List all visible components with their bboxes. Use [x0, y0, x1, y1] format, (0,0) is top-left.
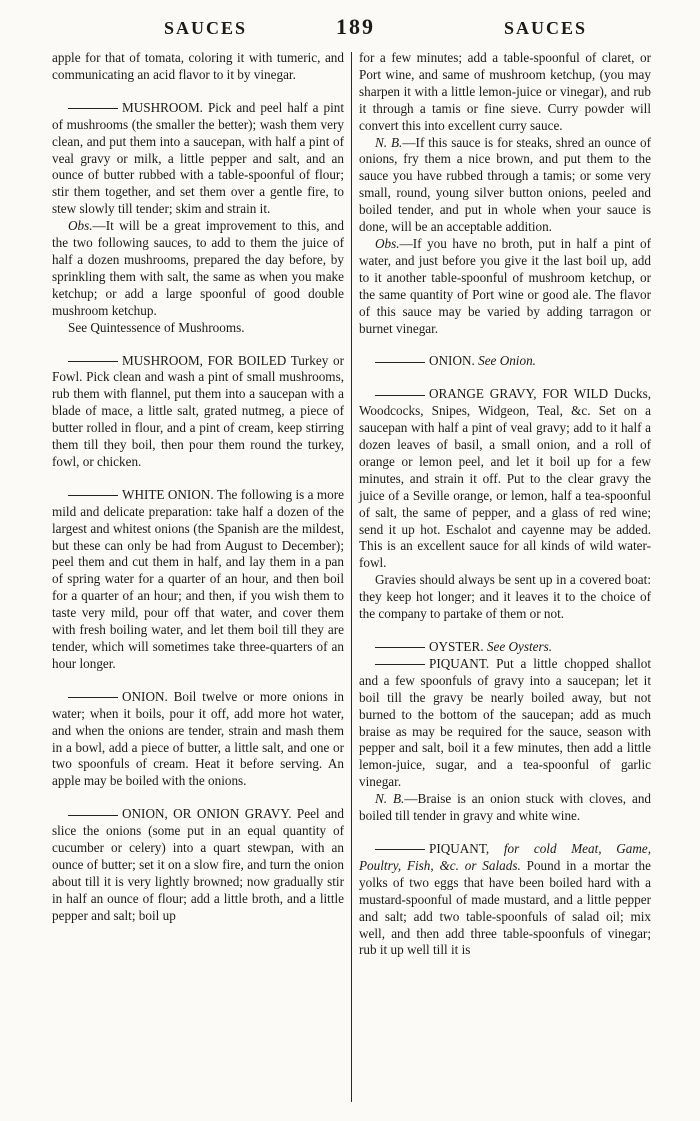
- paragraph: [359, 50, 651, 135]
- header-left-title: SAUCES: [164, 18, 248, 38]
- paragraph-gap: [359, 623, 651, 639]
- page-number: 189: [336, 14, 375, 39]
- paragraph: [359, 135, 651, 236]
- entry-crossref: See Onion.: [478, 353, 536, 369]
- recipe-entry: [359, 841, 651, 959]
- running-header: [52, 14, 682, 50]
- entry-heading: PIQUANT,: [429, 840, 490, 856]
- paragraph-gap: [359, 337, 651, 353]
- recipe-entry: [52, 353, 344, 471]
- recipe-entry: [52, 689, 344, 790]
- recipe-entry: [359, 656, 651, 791]
- paragraph-text: —It will be a great improvement to this, and the two following sauces, to add to them the juice of half a dozen mushrooms, prepared the day before, by sprinkling them with salt, the same as when you make ketchup; or add a large spoonful of good double mushroom ketchup.: [52, 218, 344, 318]
- paragraph-text: —If this sauce is for steaks, shred an ounce of onions, fry them a nice brown, and put them to the sauce you have rubbed through a tamis; or some very small, round, young silver button onions, peeled and boiled tender, and put in whole when your sauce is done, will be an acceptable addition.: [359, 134, 651, 235]
- entry-heading: MUSHROOM.: [122, 99, 203, 115]
- paragraph-gap: [52, 84, 344, 100]
- recipe-entry: [52, 100, 344, 218]
- recipe-entry: [52, 806, 344, 924]
- paragraph: [359, 236, 651, 337]
- paragraph-text: —Braise is an onion stuck with cloves, and boiled till tender in gravy and white wine.: [359, 791, 652, 824]
- entry-dash: [68, 495, 118, 496]
- paragraph-lead: Obs.: [68, 218, 93, 234]
- paragraph-gap: [52, 790, 344, 806]
- entry-dash: [68, 108, 118, 109]
- paragraph-lead: N. B.: [375, 134, 403, 150]
- paragraph-text: See Quintessence of Mushrooms.: [68, 319, 245, 335]
- paragraph-text: —If you have no broth, put in half a pint of water, and just before you give it the last boil up, add to it another table-spoonful of mushroom ketchup, or the same quantity of Port wine or good ale. The flavor of this sauce may be varied by adding tarragon or burnet vinegar.: [359, 235, 651, 336]
- entry-dash: [375, 647, 425, 648]
- entry-text: Peel and slice the onions (some put in an equal quantity of cucumber or celery) into a quart stewpan, with an ounce of butter; set it on a slow fire, and turn the onion about till it is very lightly browned; now gradually stir in half an ounce of flour; add a little broth, and a little pepper and salt; boil up: [52, 806, 344, 923]
- recipe-entry: [52, 487, 344, 673]
- paragraph: [52, 320, 344, 337]
- entry-crossref: See Oysters.: [486, 639, 553, 654]
- paragraph: [359, 572, 651, 623]
- entry-dash: [375, 362, 425, 363]
- entry-dash: [375, 849, 425, 850]
- entry-dash: [375, 395, 425, 396]
- entry-heading: WHITE ONION.: [122, 486, 214, 502]
- entry-text: Put a little chopped shallot and a few spoonfuls of gravy into a saucepan; let it boil till the gravy be nearly boiled away, but not burned to the bottom of the saucepan; add as much braise as may be required for the sauce, season with pepper and salt, boil it a few minutes, then add a little lemon-juice, sugar, and a tea-spoonful of garlic vinegar.: [359, 655, 651, 790]
- recipe-entry: [359, 386, 651, 572]
- entry-dash: [375, 664, 425, 665]
- right-column: [359, 50, 651, 1110]
- paragraph-text: apple for that of tomata, coloring it with tumeric, and communicating an acid flavor to it by vinegar.: [52, 50, 344, 82]
- header-right-title: SAUCES: [504, 18, 588, 38]
- paragraph-gap: [52, 471, 344, 487]
- paragraph: [52, 218, 344, 319]
- paragraph-gap: [52, 337, 344, 353]
- recipe-entry: [359, 639, 651, 656]
- entry-text: Pick and peel half a pint of mushrooms (the smaller the better); wash them very clean, and put them into a saucepan, with half a pint of veal gravy or milk, a little pepper and salt, and an ounce of butter rubbed with a table-spoonful of flour; stir them together, and set them over a gentle fire, to stew slowly till tender; skim and strain it.: [52, 99, 344, 217]
- entry-heading: ONION.: [122, 688, 168, 704]
- paragraph: [52, 50, 344, 84]
- entry-text: Ducks, Woodcocks, Snipes, Widgeon, Teal, &c. Set on a saucepan with half a pint of veal gravy; add to it half a dozen leaves of basil, a small onion, and a roll of orange or lemon peel, and let it boil up for a few minutes, and strain it off. Put to the clear gravy the juice of a Seville orange, or lemon, half a tea-spoonful of salt, the same of pepper, and a glass of red wine; send it up hot. Eschalot and cayenne may be added. This is an excellent sauce for all kinds of wild water-fowl.: [359, 386, 651, 571]
- paragraph-lead: N. B.: [375, 791, 405, 807]
- recipe-entry: [359, 353, 651, 370]
- entry-crossref: for cold Meat, Game, Poultry, Fish, &c. or Salads.: [359, 840, 652, 873]
- two-column-body: [52, 50, 682, 1110]
- paragraph-gap: [359, 370, 651, 386]
- paragraph-text: for a few minutes; add a table-spoonful of claret, or Port wine, and same of mushroom ketchup, (you may sharpen it with a little lemon-juice or vinegar), and rub it through a tamis or fine sieve. Curry powder will convert this into excellent curry sauce.: [359, 50, 651, 133]
- paragraph-text: Gravies should always be sent up in a covered boat: they keep hot longer; and it leaves it to the choice of the company to partake of them or not.: [359, 572, 651, 622]
- entry-heading: MUSHROOM, FOR BOILED: [122, 352, 287, 368]
- entry-text: Boil twelve or more onions in water; when it boils, pour it off, add more hot water, and when the onions are tender, strain and mash them in a bowl, add a piece of butter, a little salt, and one or two spoonfuls of cream. Heat it before serving. An apple may be boiled with the onions.: [52, 688, 344, 789]
- entry-heading: ONION, OR ONION GRAVY.: [122, 806, 292, 822]
- entry-text: Turkey or Fowl. Pick clean and wash a pint of small mushrooms, rub them with flannel, put them into a saucepan with a blade of mace, a little salt, grated nutmeg, a piece of butter rolled in flour, and a pint of cream, keep stirring them till they boil, then pour them round the turkey, fowl, or chicken.: [52, 352, 344, 469]
- paragraph: [359, 791, 651, 825]
- entry-heading: PIQUANT.: [429, 655, 490, 671]
- entry-heading: ONION.: [429, 353, 475, 369]
- entry-heading: OYSTER.: [429, 639, 484, 654]
- paragraph-gap: [359, 825, 651, 841]
- entry-heading: ORANGE GRAVY, FOR WILD: [429, 386, 609, 402]
- paragraph-gap: [52, 673, 344, 689]
- entry-dash: [68, 361, 118, 362]
- paragraph-lead: Obs.: [375, 235, 400, 251]
- column-divider: [351, 52, 352, 1102]
- entry-text: The following is a more mild and delicate preparation: take half a dozen of the largest and whitest onions (the Spanish are the mildest, but these can only be had from August to December); peel them and cut them in half, and lay them in a pan of spring water for a quarter of an hour, and then boil for a quarter of an hour; and then, if you wish them to taste very mild, pour off that water, and cover them with fresh boiling water, and let them boil till they are tender, which will sometimes take three-quarters of an hour longer.: [52, 486, 344, 671]
- entry-dash: [68, 815, 118, 816]
- entry-dash: [68, 697, 118, 698]
- left-column: [52, 50, 344, 1110]
- entry-text: Pound in a mortar the yolks of two eggs that have been boiled hard with a mustard-spoonful of made mustard, and a little pepper and salt; add two table-spoonfuls of salad oil; mix well, and then add three table-spoonfuls of vinegar; rub it up well till it is: [359, 857, 651, 958]
